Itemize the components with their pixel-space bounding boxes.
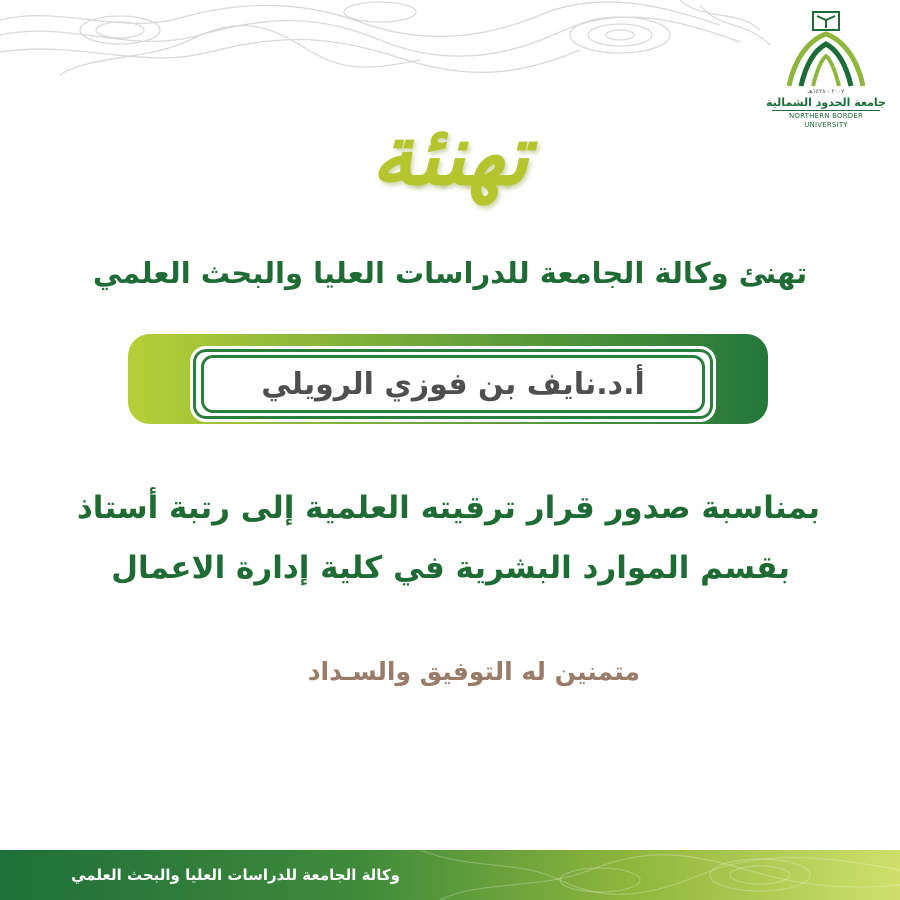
name-box — [190, 346, 716, 422]
logo-arabic-name: جامعة الحدود الشمالية — [766, 96, 886, 109]
footer-bar — [0, 850, 900, 900]
subtitle: تهنئ وكالة الجامعة للدراسات العليا والبحث العلمي — [92, 256, 808, 290]
wishes-text: متمنين له التوفيق والسـداد — [307, 657, 640, 686]
book-emblem-icon — [781, 8, 871, 88]
body-line-2: بقسم الموارد البشرية في كلية إدارة الاعمال — [111, 550, 790, 586]
honoree-name: أ.د.نايف بن فوزي الرويلي — [261, 366, 645, 402]
headline-congratulations: تهنئة — [371, 105, 529, 204]
logo-year: ٢٠٠٧ - ١٤٢٨هـ — [807, 88, 845, 95]
university-logo — [766, 8, 886, 130]
name-frame — [201, 355, 705, 413]
logo-english-name: NORTHERN BORDER UNIVERSITY — [772, 110, 880, 130]
body-line-1: بمناسبة صدور قرار ترقيته العلمية إلى رتبة أستاذ — [76, 490, 820, 526]
footer-text: وكالة الجامعة للدراسات العليا والبحث العلمي — [71, 866, 400, 884]
topographic-pattern-top — [0, 0, 900, 75]
